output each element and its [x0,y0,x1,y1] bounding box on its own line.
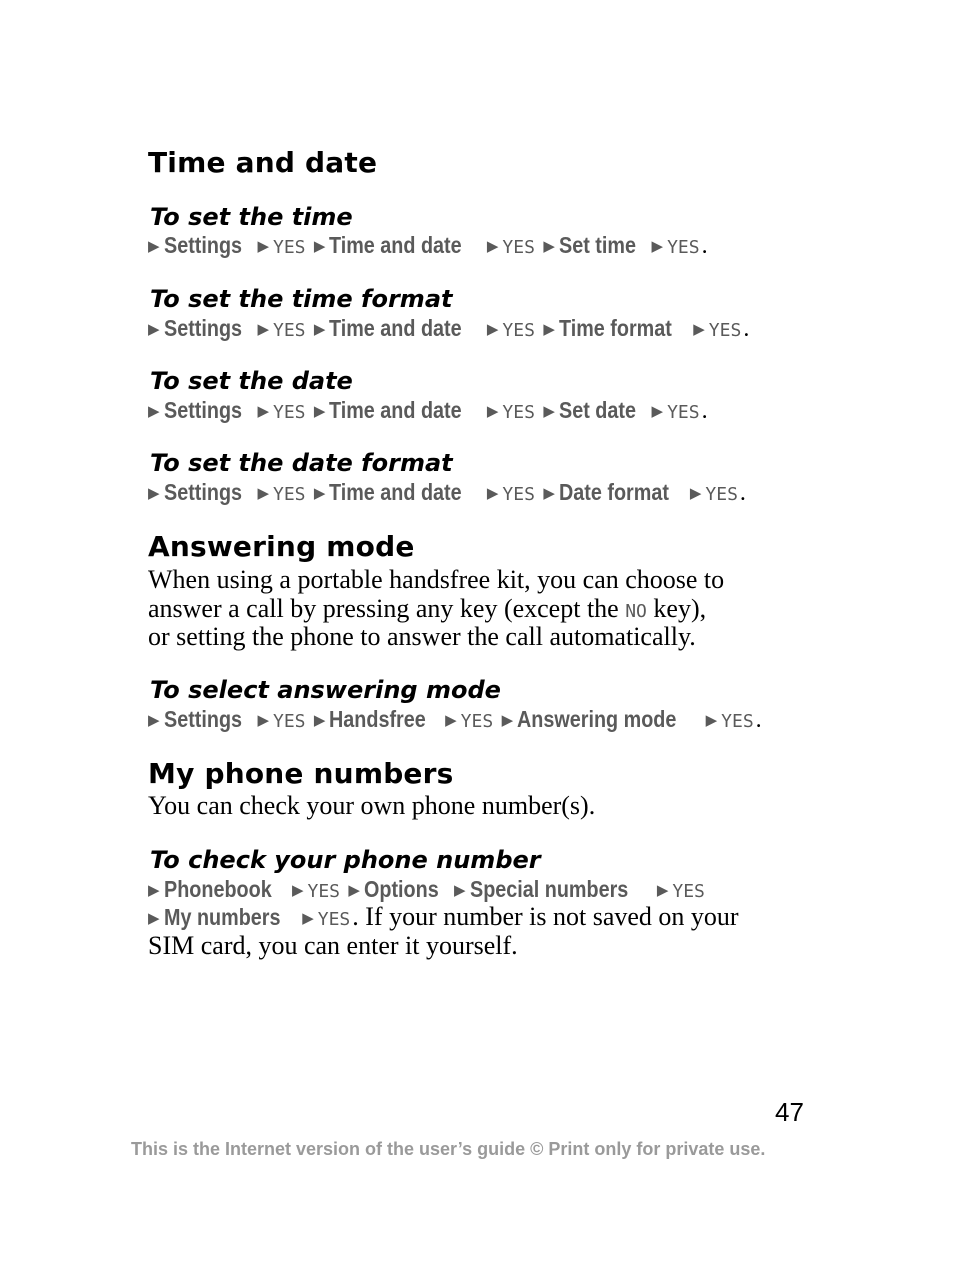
arrow-right-icon: ▶ [486,238,499,255]
arrow-right-icon: ▶ [257,403,269,420]
arrow-right-icon: ▶ [148,321,160,338]
menu-item: Settings [163,397,242,423]
yes-key: YES [273,484,306,505]
yes-key: YES [502,402,535,423]
arrow-right-icon: ▶ [501,712,514,729]
arrow-right-icon: ▶ [656,882,669,899]
arrow-right-icon: ▶ [689,485,702,502]
arrow-right-icon: ▶ [148,485,160,502]
yes-key: YES [460,711,494,732]
nav-path-set-date-format [148,478,746,509]
period: . [701,398,708,424]
yes-key: YES [273,711,306,732]
menu-item: Handsfree [329,706,427,732]
menu-item: Answering mode [517,706,677,732]
arrow-right-icon: ▶ [302,910,314,927]
arrow-right-icon: ▶ [148,403,160,420]
menu-item: Time and date [329,315,463,341]
check-number-text: . If your number is not saved on your [352,902,739,931]
arrow-right-icon: ▶ [693,321,705,338]
answering-text-line-3: or setting the phone to answer the call automatically. [148,622,696,651]
arrow-right-icon: ▶ [486,485,499,502]
arrow-right-icon: ▶ [313,485,326,502]
arrow-right-icon: ▶ [348,882,360,899]
my-numbers-text: You can check your own phone number(s). [148,791,596,820]
arrow-right-icon: ▶ [705,712,718,729]
check-number-text-line-3: SIM card, you can enter it yourself. [148,931,518,960]
yes-key: YES [307,881,341,902]
arrow-right-icon: ▶ [148,712,160,729]
arrow-right-icon: ▶ [445,712,457,729]
menu-item: Settings [163,232,242,258]
menu-item: My numbers [163,904,281,930]
arrow-right-icon: ▶ [257,321,269,338]
menu-item: Settings [163,315,242,341]
subheading-set-date: To set the date [150,367,353,395]
nav-path-answering-mode [148,705,762,736]
menu-item: Set time [558,232,636,258]
yes-key: YES [667,402,700,423]
subheading-set-time: To set the time [150,203,353,231]
period: . [743,316,750,342]
arrow-right-icon: ▶ [313,238,326,255]
menu-item: Phonebook [163,876,272,902]
yes-key: YES [708,320,742,341]
arrow-right-icon: ▶ [543,238,555,255]
arrow-right-icon: ▶ [148,882,160,899]
yes-key: YES [667,237,700,258]
period: . [739,480,746,506]
arrow-right-icon: ▶ [543,485,555,502]
arrow-right-icon: ▶ [313,403,326,420]
subheading-set-time-format: To set the time format [150,285,453,313]
yes-key: YES [273,402,306,423]
arrow-right-icon: ▶ [486,403,499,420]
yes-key: YES [721,711,754,732]
nav-path-set-time [148,231,708,262]
arrow-right-icon: ▶ [291,882,304,899]
menu-item: Time and date [329,479,463,505]
nav-path-set-time-format [148,314,749,345]
yes-key: YES [502,237,535,258]
no-key: NO [625,600,647,622]
nav-path-set-date [148,396,708,427]
arrow-right-icon: ▶ [313,321,326,338]
menu-item: Time format [558,315,672,341]
section-title-my-phone-numbers: My phone numbers [148,757,454,790]
arrow-right-icon: ▶ [543,403,555,420]
arrow-right-icon: ▶ [651,238,664,255]
yes-key: YES [273,237,306,258]
menu-item: Settings [163,706,242,732]
footer-notice: This is the Internet version of the user’s guide © Print only for private use. [131,1139,766,1159]
menu-item: Options [363,876,439,902]
section-title-answering-mode: Answering mode [148,530,415,563]
menu-item: Settings [163,479,242,505]
page-number: 47 [775,1097,804,1127]
arrow-right-icon: ▶ [313,712,326,729]
subheading-check-phone-number: To check your phone number [150,846,541,874]
yes-key: YES [502,484,535,505]
answering-text-part: key), [653,593,707,623]
subheading-set-date-format: To set the date format [150,449,453,477]
arrow-right-icon: ▶ [486,321,499,338]
period: . [701,233,708,259]
arrow-right-icon: ▶ [257,238,269,255]
menu-item: Time and date [329,232,463,258]
yes-key: YES [273,320,306,341]
period: . [755,707,762,733]
subheading-select-answering-mode: To select answering mode [150,676,501,704]
menu-item: Special numbers [469,876,628,902]
menu-item: Time and date [329,397,463,423]
arrow-right-icon: ▶ [651,403,664,420]
answering-text-line-1: When using a portable handsfree kit, you can choose to [148,565,725,594]
yes-key: YES [317,909,351,930]
yes-key: YES [672,881,705,902]
yes-key: YES [502,320,535,341]
arrow-right-icon: ▶ [257,712,269,729]
arrow-right-icon: ▶ [148,238,160,255]
arrow-right-icon: ▶ [257,485,269,502]
nav-path-check-number-2 [148,903,739,934]
menu-item: Set date [558,397,636,423]
arrow-right-icon: ▶ [543,321,555,338]
arrow-right-icon: ▶ [148,910,160,927]
yes-key: YES [705,484,738,505]
arrow-right-icon: ▶ [454,882,466,899]
answering-text-part: answer a call by pressing any key (except the [148,593,619,623]
section-title-time-and-date: Time and date [148,146,378,179]
menu-item: Date format [558,479,669,505]
